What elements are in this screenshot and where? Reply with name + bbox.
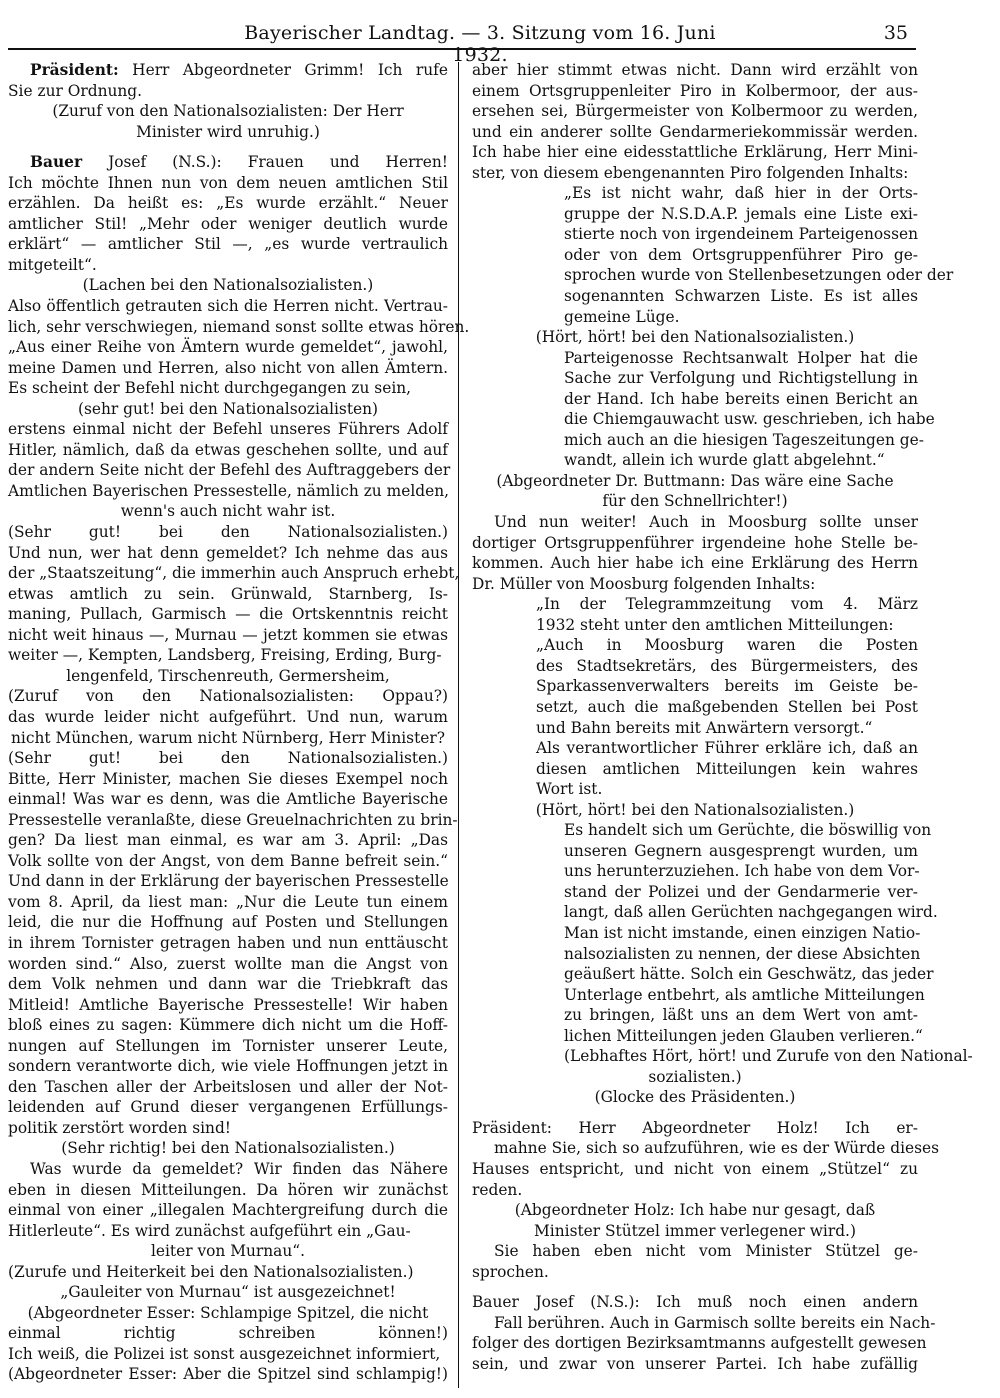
right-text-line: sprochen. [472,1262,549,1281]
left-text-line: Hitler, nämlich, daß da etwas geschehen sollte, und auf [8,440,448,459]
left-text-line: (sehr gut! bei den Nationalsozialisten) [77,399,379,418]
left-text-line: nungen auf Stellungen im Tornister unserer Leute, [8,1036,448,1055]
right-text-line: Als verantwortlicher Führer erkläre ich, daß an [536,739,918,758]
left-text-line: leid, die nur die Hoffnung auf Posten und Stellungen [8,913,448,932]
right-text-line: sein, und zwar von unserer Partei. Ich habe zufällig [472,1354,918,1373]
right-text-line: einem Ortsgruppenleiter Piro in Kolbermoor, der aus- [472,81,918,100]
right-text-line: „Auch in Moosburg waren die Posten [536,636,918,655]
right-text-line: Hauses entspricht, und nicht von einem „Stützel“ zu [472,1159,918,1178]
right-text-line: mich auch an die hiesigen Tageszeitungen ge- [564,430,924,449]
right-text-line: (Glocke des Präsidenten.) [594,1088,796,1107]
right-text-line: ersehen sei, Bürgermeister von Kolbermoor zu werden, [472,102,918,121]
right-text-line: kommen. Auch hier habe ich eine Erklärung des Herrn [472,554,918,573]
right-text-line: des Stadtsekretärs, des Bürgermeisters, des [536,656,918,675]
column-divider [458,62,459,1388]
right-text-line: Unterlage entbehrt, als amtliche Mitteilungen [564,985,925,1004]
left-text-line: erklärt“ — amtlicher Stil —, „es wurde vertraulich [8,235,448,254]
right-text-line: Ich habe hier eine eidesstattliche Erklärung, Herr Mini- [472,143,918,162]
right-column [472,60,973,1374]
left-text-line: Bauer Josef (N.S.): Frauen und Herren! [30,153,448,172]
right-text-line: mahne Sie, sich so aufzuführen, wie es der Würde dieses [494,1139,940,1158]
left-text-line: einmal von einer „illegalen Machtergreifung durch die [8,1201,448,1220]
right-text-line: Fall berühren. Auch in Garmisch sollte bereits ein Nach- [494,1313,936,1332]
paragraph-gap [472,1282,918,1292]
left-text-line: (Sehr gut! bei den Nationalsozialisten.) [8,523,448,542]
right-text-line: unseren Gegnern ausgesprengt wurden, um [564,841,918,860]
left-text-line: politik zerstört worden sind! [8,1118,231,1137]
running-title: Bayerischer Landtag. — 3. Sitzung vom 16. Juni 1932. [244,22,716,66]
left-text-line: Pressestelle veranlaßte, diese Greuelnachrichten zu brin- [8,810,458,829]
left-text-line: Minister wird unruhig.) [136,122,320,141]
left-text-line: mitgeteilt“. [8,255,97,274]
left-text-line: Was wurde da gemeldet? Wir finden das Nähere [30,1159,448,1178]
right-text-line: zu bringen, läßt uns an dem Wert von amt- [564,1006,918,1025]
left-text-line: einmal! Was war es denn, was die Amtliche Bayerische [8,790,448,809]
right-text-line: Es handelt sich um Gerüchte, die böswillig von [564,821,932,840]
right-text-line: Sie haben eben nicht vom Minister Stützel ge- [494,1242,918,1261]
left-text-line: Amtlichen Bayerischen Pressestelle, nämlich zu melden, [8,481,450,500]
left-text-line: (Sehr richtig! bei den Nationalsozialisten.) [61,1139,395,1158]
right-text-line: stand der Polizei und der Gendarmerie ver- [564,882,918,901]
left-text-line: Präsident: Herr Abgeordneter Grimm! Ich rufe [30,61,448,79]
right-text-line: die Chiemgauwacht usw. geschrieben, ich habe [564,410,935,429]
right-text-line: Parteigenosse Rechtsanwalt Holper hat die [564,348,918,367]
left-text-line: Sie zur Ordnung. [8,81,143,100]
left-text-line: Also öffentlich getrauten sich die Herren nicht. Vertrau- [8,297,448,316]
right-text-line: (Lebhaftes Hört, hört! und Zurufe von den National- [564,1047,973,1066]
left-text-line: der „Staatszeitung“, die immerhin auch Anspruch erhebt, [8,564,460,583]
left-text-line: (Zuruf von den Nationalsozialisten: Der Herr [52,102,404,121]
left-text-line: wenn's auch nicht wahr ist. [120,502,336,521]
right-text-line: sprochen wurde von Stellenbesetzungen oder der [564,266,954,285]
left-text-line: amtlicher Stil! „Mehr oder weniger deutlich wurde [8,214,448,233]
left-text-line: nicht weit hinaus —, Murnau — jetzt kommen sie etwas [8,625,448,644]
left-text-line: Mitleid! Amtliche Bayerische Pressestelle! Wir haben [8,995,448,1014]
left-text-line: leiter von Murnau“. [150,1242,306,1261]
left-text-line: Es scheint der Befehl nicht durchgegangen zu sein, [8,379,412,398]
right-text-line: Minister Stützel immer verlegener wird.) [534,1221,856,1240]
left-text-line: gen? Da liest man einmal, es war am 3. April: „Das [8,831,448,850]
left-text-line: Und dann in der Erklärung der bayerischen Pressestelle [8,872,449,891]
right-text-line: lichen Mitteilungen jeden Glauben verlieren.“ [564,1026,923,1045]
page-number: 35 [883,22,908,44]
left-text-line: leidenden auf Grund dieser vergangenen Erfüllungs- [8,1098,448,1117]
left-column [8,60,470,1385]
left-text-line: erstens einmal nicht der Befehl unseres Führers Adolf [8,420,448,439]
right-text-line: (Hört, hört! bei den Nationalsozialisten.) [535,800,855,819]
header-rule [8,48,916,50]
right-text-line: langt, daß allen Gerüchten nachgegangen wird. [564,903,938,922]
right-text-line: und ein anderer sollte Gendarmeriekommissär werden. [472,122,918,141]
left-text-line: nicht München, warum nicht Nürnberg, Herr Minister? [11,728,445,747]
left-text-line: der andern Seite nicht der Befehl des Auftraggebers der [8,461,451,480]
left-text-line: maning, Pullach, Garmisch — die Ortskenntnis reicht [8,605,448,624]
right-text-line: gruppe der N.S.D.A.P. jemals eine Liste exi- [564,204,918,223]
left-text-line: Ich möchte Ihnen nun von dem neuen amtlichen Stil [8,173,448,192]
left-text-line: Bitte, Herr Minister, machen Sie dieses Exempel noch [8,769,448,788]
left-text-line: meine Damen und Herren, also nicht von allen Ämtern. [8,358,448,377]
right-text-line: der Hand. Ich habe bereits einen Bericht an [564,389,918,408]
paragraph-gap [472,1108,918,1118]
right-text-line: Sache zur Verfolgung und Richtigstellung in [564,369,918,388]
left-text-line: (Zuruf von den Nationalsozialisten: Oppau?) [8,687,448,706]
right-text-line: Dr. Müller von Moosburg folgenden Inhalts: [472,574,816,593]
right-text-line: oder von dem Ortsgruppenführer Piro ge- [564,245,918,264]
right-text-line: Sparkassenverwalters bereits im Geiste be- [536,677,918,696]
left-text-line: „Aus einer Reihe von Ämtern wurde gemeldet“, jawohl, [8,338,448,357]
left-text-line: in ihrem Tornister getragen haben und nun enttäuscht [8,933,448,952]
left-text-line: Hitlerleute“. Es wird zunächst aufgeführt ein „Gau- [8,1221,411,1240]
right-text-line: sogenannten Schwarzen Liste. Es ist alles [564,287,918,306]
right-text-line: „Es ist nicht wahr, daß hier in der Orts- [564,184,918,203]
right-text-line: Und nun weiter! Auch in Moosburg sollte unser [494,513,918,532]
right-text-line: geäußert hätte. Solch ein Geschwätz, das jeder [564,965,934,984]
paragraph-gap [8,142,448,152]
right-text-line: setzt, auch die maßgebenden Stellen bei Post [536,697,918,716]
left-text-line: lich, sehr verschwiegen, niemand sonst sollte etwas hören. [8,317,470,336]
left-text-line: (Lachen bei den Nationalsozialisten.) [82,276,374,295]
left-text-line: sondern verantworte dich, wie viele Hoffnungen jetzt in [8,1057,448,1076]
right-text-line: für den Schnellrichter!) [602,492,788,511]
left-text-line: vom 8. April, da liest man: „Nur die Leute tun einem [8,892,448,911]
left-text-line: (Abgeordneter Esser: Schlampige Spitzel, die nicht [27,1303,429,1322]
right-text-line: nalsozialisten zu nennen, der diese Absichten [564,944,921,963]
left-text-line: Und nun, wer hat denn gemeldet? Ich nehme das aus [8,543,448,562]
right-text-line: (Abgeordneter Holz: Ich habe nur gesagt, daß [514,1201,876,1220]
left-text-line: worden sind.“ Also, zuerst wollte man die Angst von [8,954,448,973]
left-text-line: den Taschen aller der Arbeitslosen und aller der Not- [8,1077,448,1096]
right-text-line: sozialisten.) [648,1067,742,1086]
left-text-line: dem Volk nehmen und dann war die Triebkraft das [8,975,448,994]
page-header [0,18,1000,66]
right-text-line: (Hört, hört! bei den Nationalsozialisten.) [535,328,855,347]
right-text-line: uns herunterzuziehen. Ich habe von dem Vor- [564,862,920,881]
right-text-line: aber hier stimmt etwas nicht. Dann wird erzählt von [472,61,918,79]
right-text-line: Wort ist. [536,780,603,799]
right-text-line: Präsident: Herr Abgeordneter Holz! Ich er- [472,1118,918,1137]
right-text-line: gemeine Lüge. [564,307,680,326]
left-text-line: Volk sollte von der Angst, von dem Banne befreit sein.“ [8,851,448,870]
left-text-line: erzählen. Da heißt es: „Es wurde erzählt.“ Neuer [8,194,448,213]
right-text-line: (Abgeordneter Dr. Buttmann: Das wäre eine Sache [496,471,894,490]
right-text-line: „In der Telegrammzeitung vom 4. März [536,595,918,614]
right-text-line: 1932 steht unter den amtlichen Mitteilungen: [536,615,894,634]
left-text-line: (Zurufe und Heiterkeit bei den Nationalsozialisten.) [8,1262,414,1281]
left-text-line: (Sehr gut! bei den Nationalsozialisten.) [8,749,448,768]
right-text-line: folger des dortigen Bezirksamtmanns aufgestellt gewesen [472,1334,927,1353]
left-text-line: (Abgeordneter Esser: Aber die Spitzel sind schlampig!) [8,1365,448,1384]
left-text-line: das wurde leider nicht aufgeführt. Und nun, warum [8,707,448,726]
right-text-line: und Bahn bereits mit Anwärtern versorgt.“ [536,718,873,737]
left-text-line: lengenfeld, Tirschenreuth, Germersheim, [66,666,390,685]
right-text-line: wandt, allein ich wurde glatt abgelehnt.“ [564,451,885,470]
left-text-line: eben in diesen Mitteilungen. Da hören wir zunächst [8,1180,448,1199]
left-text-line: bloß eines zu sagen: Kümmere dich nicht um die Hoff- [8,1016,448,1035]
left-text-line: Ich weiß, die Polizei ist sonst ausgezeichnet informiert, [8,1344,441,1363]
left-text-line: einmal richtig schreiben können!) [8,1324,448,1343]
left-text-line: „Gauleiter von Murnau“ ist ausgezeichnet! [60,1283,396,1302]
right-text-line: diesen amtlichen Mitteilungen kein wahres [536,759,918,778]
speaker-name: Präsident: [30,61,119,79]
right-text-line: reden. [472,1180,523,1199]
left-text-line: weiter —, Kempten, Landsberg, Freising, Erding, Burg- [8,646,442,665]
left-text-line: etwas amtlich zu sein. Grünwald, Starnberg, Is- [8,584,448,603]
right-text-line: stierte noch von irgendeinem Parteigenossen [564,225,918,244]
right-text-line: ster, von diesem ebengenannten Piro folgenden Inhalts: [472,163,909,182]
speaker-name: Bauer [30,153,83,172]
right-text-line: Man ist nicht imstande, einen einzigen Natio- [564,923,921,942]
right-text-line: Bauer Josef (N.S.): Ich muß noch einen andern [472,1293,918,1312]
right-text-line: dortiger Ortsgruppenführer irgendeine hohe Stelle be- [472,533,918,552]
